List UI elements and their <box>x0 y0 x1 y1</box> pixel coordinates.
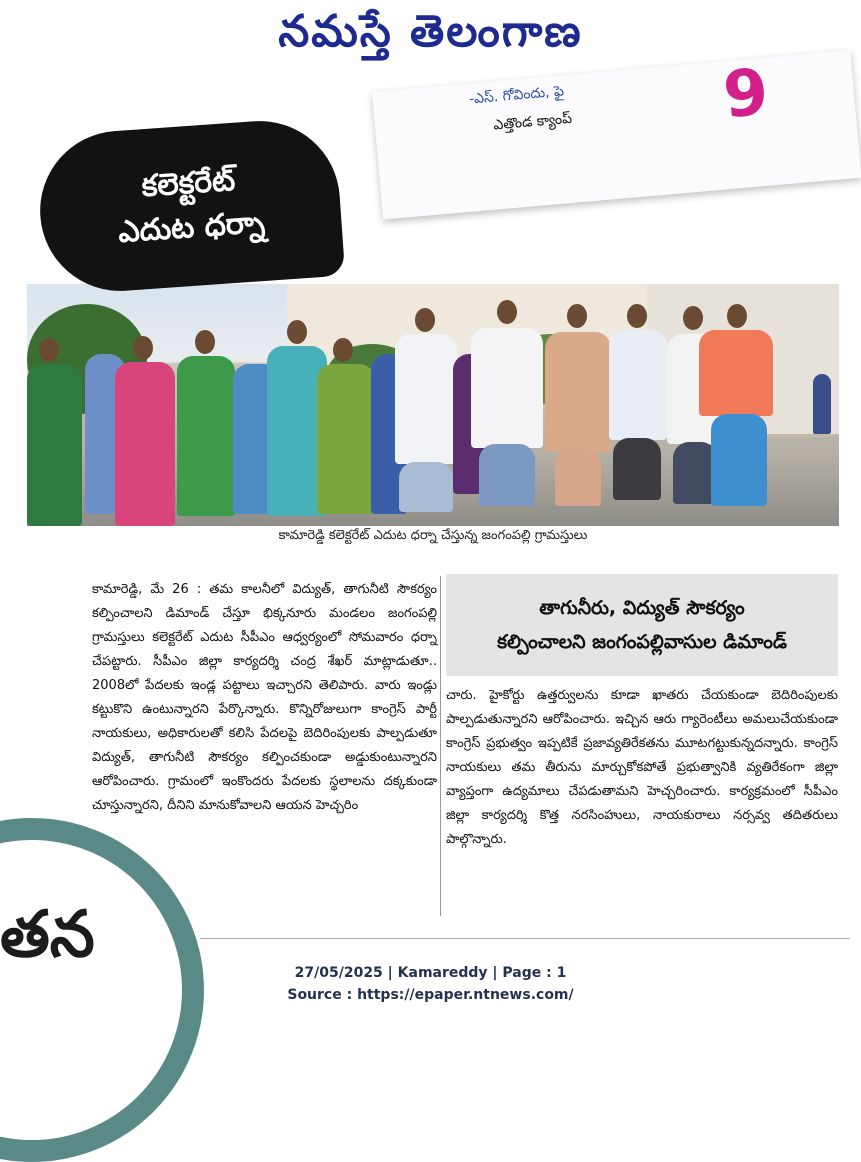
adjacent-article-location: ఎత్తొండ క్యాంప్ <box>492 110 573 134</box>
photo-person <box>115 362 175 526</box>
photo-person-legs <box>555 448 601 506</box>
photo-person <box>27 364 82 526</box>
photo-person <box>177 356 235 516</box>
photo-person-head <box>627 304 647 328</box>
photo-person <box>471 328 543 448</box>
photo-person-legs <box>613 438 661 500</box>
bottom-rule <box>200 938 850 939</box>
column-divider <box>440 576 441 916</box>
photo-person-legs <box>479 444 535 506</box>
article-body-left <box>92 578 437 818</box>
photo-person-head <box>287 320 307 344</box>
subheadline-line1: తాగునీరు, విద్యుత్ సౌకర్యం <box>539 597 745 619</box>
headline-line1: కలెక్టరేట్ <box>140 162 237 205</box>
photo-person-legs <box>399 462 453 512</box>
photo-person <box>395 334 457 464</box>
headline-bubble <box>35 116 345 297</box>
photo-person-head <box>567 304 587 328</box>
article-paragraph: చారు. హైకోర్టు ఉత్తర్వులను కూడా ఖాతరు చేయకుండా బెదిరింపులకు పాల్పడుతున్నారని ఆరోపించారు. ఇచ్చిన ఆరు గ్యారెంటీలు అమలుచేయకుండా కాంగ్రెస్ ప్రభుత్వం ఇప్పటికే ప్రజావ్యతిరేకతను మూటగట్టుకున్నదన్నారు. కాంగ్రెస్ నాయకులు తమ తీరును మార్చుకోకపోతే ప్రభుత్వానికి వ్యతిరేకంగా జిల్లా వ్యాప్తంగా ఉద్యమాలు చేపడుతామని హెచ్చరించారు. కార్యక్రమంలో సీపీఎం జిల్లా కార్యదర్శి కొత్త నరసింహులు, నాయకురాలు నర్సవ్వ తదితరులు పాల్గొన్నారు. <box>446 688 838 847</box>
article-paragraph: కామారెడ్డి, మే 26 : తమ కాలనీలో విద్యుత్, తాగునీటి సౌకర్యం కల్పించాలని డిమాండ్ చేస్తూ భిక్కనూరు మండలం జంగంపల్లి గ్రామస్తులు కలెక్టరేట్ ఎదుట సీపీఎం ఆధ్వర్యంలో సోమవారం ధర్నా చేపట్టారు. సీపీఎం జిల్లా కార్యదర్శి చంద్ర శేఖర్ మాట్లాడుతూ.. 2008లో పేదలకు ఇండ్ల పట్టాలు ఇచ్చారని తెలిపారు. వారు ఇండ్లు కట్టుకొని ఉంటున్నారని పేర్కొన్నారు. కొన్నిరోజులుగా కాంగ్రెస్ పార్టీ నాయకులు, అధికారులతో కలిసి పేదలపై బెదిరింపులకు పాల్పడుతూ విద్యుత్, తాగునీటి సౌకర్యం కల్పించకుండా అడ్డుకుంటున్నారని ఆరోపించారు. గ్రామంలో ఇంకొందరు పేదలకు స్థలాలను దక్కకుండా చూస్తున్నారని, దీనిని మానుకోవాలని ఆయన హెచ్చరిం <box>92 582 437 813</box>
article-body-right <box>446 684 838 852</box>
headline-line2: ఎదుట ధర్నా <box>117 204 266 251</box>
masthead-title: నమస్తే తెలంగాణ <box>278 6 583 57</box>
photo-person-head <box>683 306 703 330</box>
photo-person <box>317 364 375 514</box>
subheadline-line2: కల్పించాలని జంగంపల్లివాసుల డిమాండ్ <box>497 631 787 653</box>
news-photo <box>27 284 839 526</box>
photo-caption: కామారెడ్డి కలెక్టరేట్ ఎదుట ధర్నా చేస్తున్న జంగంపల్లి గ్రామస్తులు <box>278 528 588 543</box>
photo-person-head <box>133 336 153 360</box>
photo-person <box>813 374 831 434</box>
photo-person-head <box>195 330 215 354</box>
photo-person-head <box>333 338 353 362</box>
footer-source-line: Source : https://epaper.ntnews.com/ <box>287 987 574 1003</box>
photo-person-head <box>415 308 435 332</box>
photo-person-head <box>727 304 747 328</box>
adjacent-article-byline: -ఎస్. గోవిందు, ఫై <box>468 83 565 108</box>
photo-person-legs <box>711 414 767 506</box>
adjacent-article-mark: 9 <box>720 55 772 134</box>
photo-person <box>545 332 611 452</box>
page-footer <box>0 962 861 1006</box>
photo-person <box>699 330 773 416</box>
decorative-text: తన <box>0 898 95 972</box>
photo-person-head <box>39 338 59 362</box>
photo-person <box>609 330 667 440</box>
newspaper-clipping <box>0 55 861 972</box>
subheadline-box <box>446 574 838 676</box>
footer-edition-line: 27/05/2025 | Kamareddy | Page : 1 <box>294 965 567 981</box>
photo-person-head <box>497 300 517 324</box>
